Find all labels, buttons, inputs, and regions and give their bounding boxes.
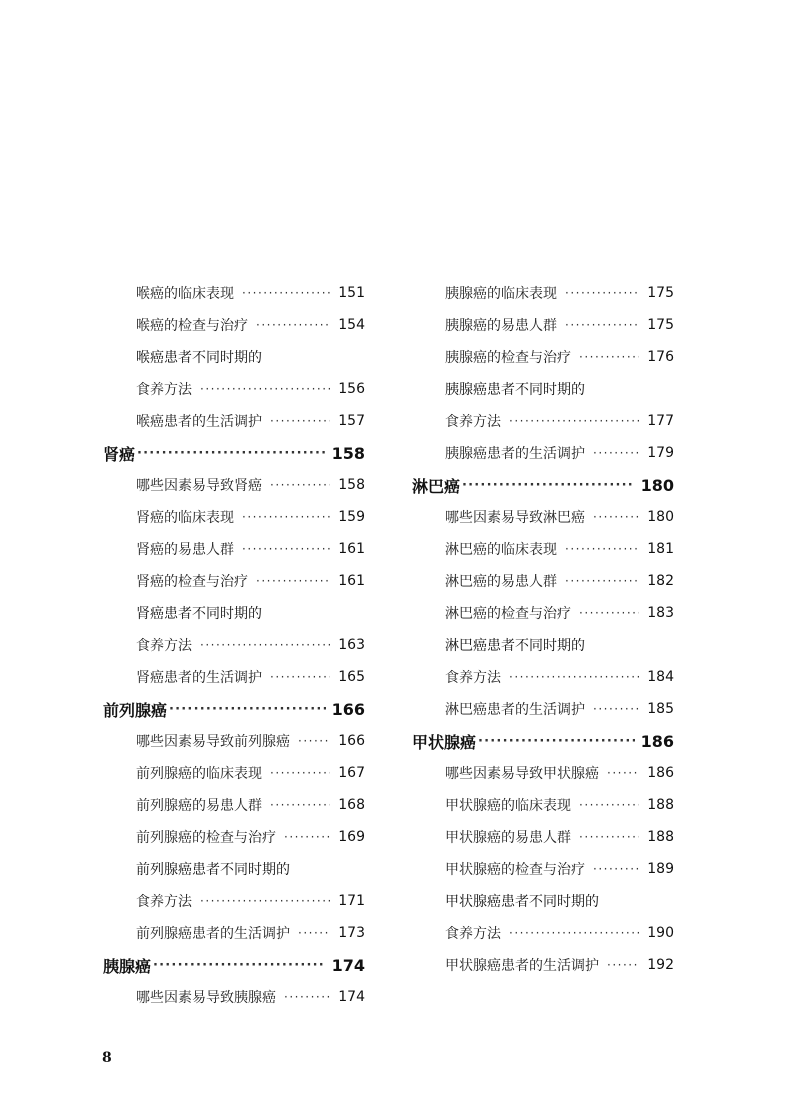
toc-page-number: 186 xyxy=(640,731,674,751)
toc-entry xyxy=(412,501,674,533)
toc-page-number: 190 xyxy=(647,925,674,941)
toc-entry xyxy=(412,341,674,373)
toc-entry-title: 肾癌患者不同时期的 xyxy=(136,606,262,622)
toc-entry-title: 胰腺癌的检查与治疗 xyxy=(445,350,571,366)
toc-entry-title: 甲状腺癌的检查与治疗 xyxy=(445,862,585,878)
dot-leader xyxy=(242,286,330,300)
dot-leader xyxy=(200,638,330,652)
toc-entry-title: 前列腺癌患者的生活调护 xyxy=(136,926,290,942)
toc-page-number: 171 xyxy=(338,893,365,909)
toc-entry-title: 前列腺癌患者不同时期的 xyxy=(136,862,290,878)
toc-page-number: 166 xyxy=(338,733,365,749)
toc-entry-title: 前列腺癌的易患人群 xyxy=(136,798,262,814)
toc-entry-title: 淋巴癌的临床表现 xyxy=(445,542,557,558)
toc-entry xyxy=(103,725,365,757)
toc-page-number: 180 xyxy=(640,475,674,495)
toc-page-number: 157 xyxy=(338,413,365,429)
toc-column-right xyxy=(412,277,674,981)
toc-entry xyxy=(103,469,365,501)
toc-entry xyxy=(412,661,674,693)
toc-entry xyxy=(412,405,674,437)
toc-page-number: 167 xyxy=(338,765,365,781)
toc-entry-title: 肾癌的检查与治疗 xyxy=(136,574,248,590)
toc-entry xyxy=(412,757,674,789)
toc-entry-title: 甲状腺癌的临床表现 xyxy=(445,798,571,814)
toc-page-number: 188 xyxy=(647,829,674,845)
dot-leader xyxy=(593,702,639,716)
toc-entry xyxy=(103,277,365,309)
toc-entry-title: 前列腺癌的临床表现 xyxy=(136,766,262,782)
toc-entry-title: 食养方法 xyxy=(445,414,501,430)
toc-entry-title: 胰腺癌患者不同时期的 xyxy=(445,382,585,398)
toc-page-number: 192 xyxy=(647,957,674,973)
toc-entry xyxy=(412,885,674,917)
dot-leader xyxy=(565,574,639,588)
toc-entry xyxy=(412,533,674,565)
dot-leader xyxy=(509,414,639,428)
toc-entry xyxy=(412,789,674,821)
toc-page-number: 173 xyxy=(338,925,365,941)
toc-entry xyxy=(103,501,365,533)
dot-leader xyxy=(462,478,635,493)
toc-entry xyxy=(103,629,365,661)
toc-page-number: 163 xyxy=(338,637,365,653)
dot-leader xyxy=(579,350,639,364)
dot-leader xyxy=(298,734,330,748)
toc-entry xyxy=(103,341,365,373)
toc-entry xyxy=(103,405,365,437)
toc-entry xyxy=(412,821,674,853)
toc-entry xyxy=(412,917,674,949)
toc-entry xyxy=(412,853,674,885)
dot-leader xyxy=(593,446,639,460)
dot-leader xyxy=(593,510,639,524)
toc-page-number: 177 xyxy=(647,413,674,429)
toc-page-number: 168 xyxy=(338,797,365,813)
toc-page-number: 166 xyxy=(331,699,365,719)
toc-page-number: 183 xyxy=(647,605,674,621)
toc-page-number: 179 xyxy=(647,445,674,461)
toc-entry xyxy=(103,757,365,789)
dot-leader xyxy=(298,926,330,940)
toc-entry-title: 食养方法 xyxy=(136,638,192,654)
toc-entry-title: 胰腺癌 xyxy=(103,956,152,976)
dot-leader xyxy=(270,478,330,492)
toc-entry-title: 淋巴癌患者不同时期的 xyxy=(445,638,585,654)
dot-leader xyxy=(137,446,326,461)
toc-entry xyxy=(103,565,365,597)
dot-leader xyxy=(478,734,635,749)
toc-entry-title: 食养方法 xyxy=(445,670,501,686)
dot-leader xyxy=(593,862,639,876)
dot-leader xyxy=(153,958,326,973)
toc-page-number: 186 xyxy=(647,765,674,781)
toc-entry xyxy=(412,693,674,725)
dot-leader xyxy=(579,798,639,812)
dot-leader xyxy=(565,542,639,556)
toc-chapter-entry xyxy=(412,469,674,501)
toc-page-number: 174 xyxy=(338,989,365,1005)
toc-chapter-entry xyxy=(103,693,365,725)
dot-leader xyxy=(579,830,639,844)
toc-entry-title: 哪些因素易导致肾癌 xyxy=(136,478,262,494)
toc-page-number: 181 xyxy=(647,541,674,557)
toc-page-number: 165 xyxy=(338,669,365,685)
toc-entry-title: 甲状腺癌 xyxy=(412,732,477,752)
toc-page-number: 182 xyxy=(647,573,674,589)
toc-page-number: 158 xyxy=(338,477,365,493)
toc-page-number: 175 xyxy=(647,285,674,301)
toc-page-number: 161 xyxy=(338,541,365,557)
toc-entry-title: 哪些因素易导致胰腺癌 xyxy=(136,990,276,1006)
toc-page-number: 188 xyxy=(647,797,674,813)
toc-chapter-entry xyxy=(103,949,365,981)
toc-entry xyxy=(103,821,365,853)
dot-leader xyxy=(270,766,330,780)
toc-page-number: 154 xyxy=(338,317,365,333)
dot-leader xyxy=(242,510,330,524)
dot-leader xyxy=(200,382,330,396)
dot-leader xyxy=(242,542,330,556)
toc-entry-title: 哪些因素易导致淋巴癌 xyxy=(445,510,585,526)
toc-entry-title: 肾癌 xyxy=(103,444,136,464)
toc-entry xyxy=(412,629,674,661)
toc-entry-title: 胰腺癌的易患人群 xyxy=(445,318,557,334)
toc-page-number: 180 xyxy=(647,509,674,525)
toc-entry-title: 食养方法 xyxy=(445,926,501,942)
toc-entry xyxy=(412,437,674,469)
toc-entry-title: 胰腺癌的临床表现 xyxy=(445,286,557,302)
dot-leader xyxy=(256,574,330,588)
toc-entry xyxy=(412,277,674,309)
toc-entry-title: 肾癌的临床表现 xyxy=(136,510,234,526)
toc-entry xyxy=(103,597,365,629)
toc-entry-title: 甲状腺癌的易患人群 xyxy=(445,830,571,846)
toc-page-number: 156 xyxy=(338,381,365,397)
toc-column-left xyxy=(103,277,365,1013)
toc-entry-title: 喉癌的检查与治疗 xyxy=(136,318,248,334)
toc-entry xyxy=(412,949,674,981)
dot-leader xyxy=(284,830,330,844)
toc-entry xyxy=(103,789,365,821)
dot-leader xyxy=(579,606,639,620)
toc-entry-title: 食养方法 xyxy=(136,894,192,910)
toc-entry-title: 肾癌患者的生活调护 xyxy=(136,670,262,686)
dot-leader xyxy=(270,798,330,812)
dot-leader xyxy=(200,894,330,908)
toc-page-number: 169 xyxy=(338,829,365,845)
toc-page-number: 175 xyxy=(647,317,674,333)
dot-leader xyxy=(509,670,639,684)
toc-entry-title: 哪些因素易导致前列腺癌 xyxy=(136,734,290,750)
toc-entry-title: 喉癌的临床表现 xyxy=(136,286,234,302)
dot-leader xyxy=(565,318,639,332)
toc-entry xyxy=(103,533,365,565)
toc-chapter-entry xyxy=(412,725,674,757)
toc-page-number: 189 xyxy=(647,861,674,877)
toc-page-number: 161 xyxy=(338,573,365,589)
toc-entry-title: 淋巴癌的易患人群 xyxy=(445,574,557,590)
toc-entry-title: 食养方法 xyxy=(136,382,192,398)
dot-leader xyxy=(607,958,639,972)
toc-entry-title: 甲状腺癌患者的生活调护 xyxy=(445,958,599,974)
toc-page-number: 158 xyxy=(331,443,365,463)
toc-page-number: 176 xyxy=(647,349,674,365)
toc-entry-title: 淋巴癌的检查与治疗 xyxy=(445,606,571,622)
toc-entry-title: 喉癌患者不同时期的 xyxy=(136,350,262,366)
toc-entry xyxy=(412,309,674,341)
toc-entry-title: 胰腺癌患者的生活调护 xyxy=(445,446,585,462)
toc-entry xyxy=(103,661,365,693)
toc-entry-title: 喉癌患者的生活调护 xyxy=(136,414,262,430)
toc-entry xyxy=(103,853,365,885)
toc-entry-title: 哪些因素易导致甲状腺癌 xyxy=(445,766,599,782)
page-number: 8 xyxy=(102,1050,112,1066)
toc-entry-title: 淋巴癌 xyxy=(412,476,461,496)
dot-leader xyxy=(270,414,330,428)
toc-page-number: 174 xyxy=(331,955,365,975)
toc-chapter-entry xyxy=(103,437,365,469)
toc-entry-title: 淋巴癌患者的生活调护 xyxy=(445,702,585,718)
dot-leader xyxy=(509,926,639,940)
toc-page-number: 185 xyxy=(647,701,674,717)
dot-leader xyxy=(284,990,330,1004)
toc-page-number: 151 xyxy=(338,285,365,301)
toc-entry-title: 甲状腺癌患者不同时期的 xyxy=(445,894,599,910)
dot-leader xyxy=(169,702,326,717)
toc-entry xyxy=(412,373,674,405)
toc-page-number: 184 xyxy=(647,669,674,685)
toc-entry xyxy=(103,309,365,341)
dot-leader xyxy=(270,670,330,684)
toc-entry-title: 前列腺癌 xyxy=(103,700,168,720)
dot-leader xyxy=(256,318,330,332)
dot-leader xyxy=(565,286,639,300)
toc-entry xyxy=(103,373,365,405)
toc-entry xyxy=(412,565,674,597)
toc-entry xyxy=(103,885,365,917)
toc-entry xyxy=(103,981,365,1013)
toc-entry-title: 肾癌的易患人群 xyxy=(136,542,234,558)
dot-leader xyxy=(607,766,639,780)
toc-entry xyxy=(412,597,674,629)
toc-entry-title: 前列腺癌的检查与治疗 xyxy=(136,830,276,846)
toc-entry xyxy=(103,917,365,949)
toc-page-number: 159 xyxy=(338,509,365,525)
